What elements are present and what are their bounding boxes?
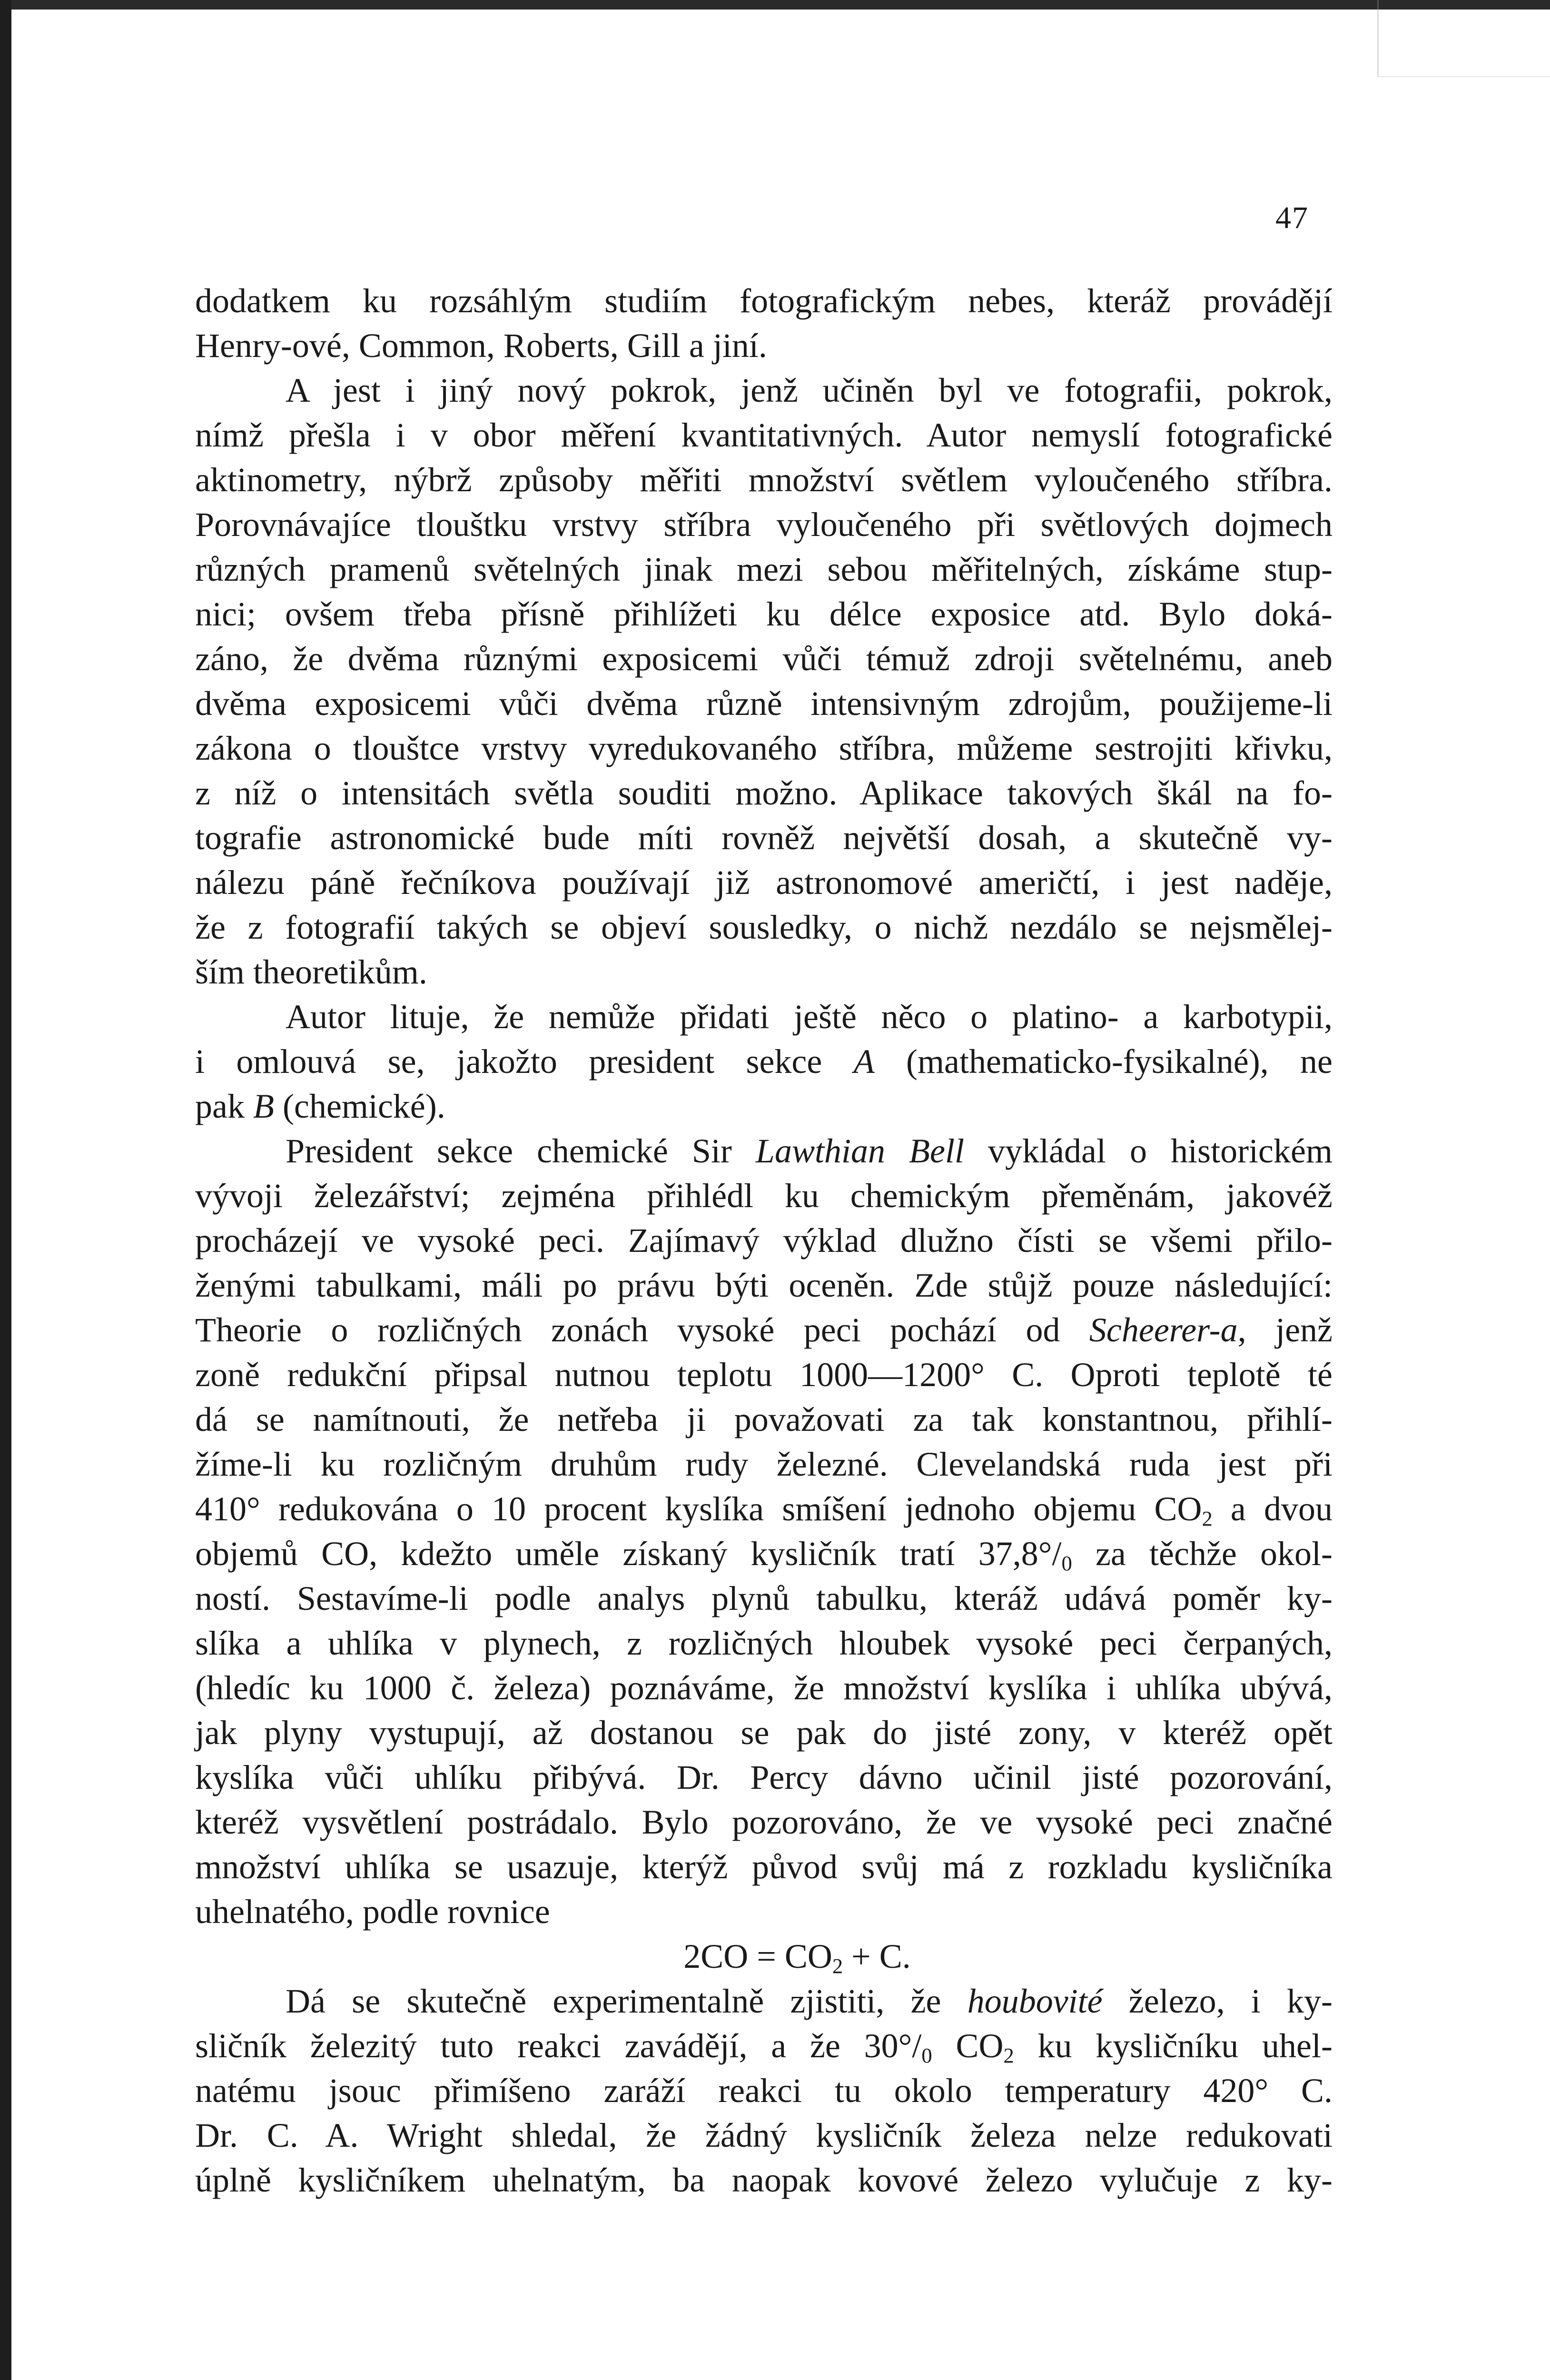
text-line: nici; ovšem třeba přísně přihlížeti ku délce exposice atd. Bylo doká- — [195, 595, 1333, 633]
text-line: slíka a uhlíka v plynech, z rozličných hloubek vysoké peci čerpaných, — [195, 1624, 1333, 1662]
text-line: ženými tabulkami, máli po právu býti oceněn. Zde stůjž pouze následující: — [195, 1266, 1333, 1304]
text-line: Dá se skutečně experimentalně zjistiti, že houbovité železo, i ky- — [286, 1982, 1333, 2020]
text-line: A jest i jiný nový pokrok, jenž učiněn byl ve fotografii, pokrok, — [286, 371, 1333, 409]
body-text — [195, 278, 1333, 2202]
text-line: 410° redukována o 10 procent kyslíka smíšení jednoho objemu $CO_2$ a dvou — [195, 1490, 1333, 1531]
text-line: úplně kysličníkem uhelnatým, ba naopak kovové železo vylučuje z ky- — [195, 2161, 1333, 2199]
scan-frame-left — [0, 0, 11, 2380]
text-line: kyslíka vůči uhlíku přibývá. Dr. Percy dávno učinil jisté pozorování, — [195, 1758, 1333, 1796]
text-line: že z fotografií takých se objeví sousledky, o nichž nezdálo se nejsmělej- — [195, 908, 1333, 946]
text-line: aktinometry, nýbrž způsoby měřiti množství světlem vyloučeného stříbra. — [195, 461, 1333, 499]
text-line: procházejí ve vysoké peci. Zajímavý výklad dlužno čísti se všemi přilo- — [195, 1221, 1333, 1259]
text-line: zákona o tlouštce vrstvy vyredukovaného stříbra, můžeme sestrojiti křivku, — [195, 729, 1333, 767]
text-line: množství uhlíka se usazuje, kterýž původ svůj má z rozkladu kysličníka — [195, 1848, 1333, 1886]
text-line: z níž o intensitách světla souditi možno. Aplikace takových škál na fo- — [195, 774, 1333, 812]
text-line: Henry-ové, Common, Roberts, Gill a jiní. — [195, 327, 767, 365]
text-line: Autor lituje, že nemůže přidati ještě něco o platino- a karbotypii, — [286, 998, 1333, 1036]
text-line: Porovnávajíce tlouštku vrstvy stříbra vyloučeného při světlových dojmech — [195, 506, 1333, 544]
text-line: dodatkem ku rozsáhlým studiím fotografickým nebes, kteráž provádějí — [195, 282, 1333, 320]
chemical-equation: $2CO = CO_2 + C$. — [683, 1937, 911, 1978]
text-line: uhelnatého, podle rovnice — [195, 1893, 550, 1931]
text-line: vývoji železářství; zejména přihlédl ku chemickým přeměnám, jakovéž — [195, 1177, 1333, 1215]
text-line: ším theoretikům. — [195, 953, 427, 991]
text-line: pak B (chemické). — [195, 1087, 445, 1125]
scan-frame-corner — [1377, 0, 1550, 77]
text-line: dvěma exposicemi vůči dvěma různě intensivným zdrojům, použijeme-li — [195, 684, 1333, 723]
text-line: záno, že dvěma různými exposicemi vůči témuž zdroji světelnému, aneb — [195, 640, 1333, 678]
text-line: zoně redukční připsal nutnou teplotu 1000—1200° C. Oproti teplotě té — [195, 1356, 1333, 1394]
text-line: dá se namítnouti, že netřeba ji považovati za tak konstantnou, přihlí- — [195, 1400, 1333, 1438]
text-line: Theorie o rozličných zonách vysoké peci pochází od Scheerer-a, jenž — [195, 1311, 1333, 1349]
text-line: (hledíc ku 1000 č. železa) poznáváme, že množství kyslíka i uhlíka ubývá, — [195, 1669, 1333, 1707]
text-line: kteréž vysvětlení postrádalo. Bylo pozorováno, že ve vysoké peci značné — [195, 1803, 1333, 1841]
scan-frame-top — [0, 0, 1550, 10]
text-line: různých pramenů světelných jinak mezi sebou měřitelných, získáme stup- — [195, 550, 1333, 588]
page-number: 47 — [1275, 200, 1309, 235]
text-line: jak plyny vystupují, až dostanou se pak do jisté zony, v kteréž opět — [195, 1714, 1333, 1752]
text-line: žíme-li ku rozličným druhům rudy železné. Clevelandská ruda jest při — [195, 1445, 1333, 1483]
text-line: sličník železitý tuto reakci zavádějí, a že $30^\circ/_0$ $CO_2$ ku kysličníku uhel- — [195, 2027, 1333, 2068]
text-line: tografie astronomické bude míti rovněž největší dosah, a skutečně vy- — [195, 819, 1333, 857]
text-line: i omlouvá se, jakožto president sekce A (mathematicko-fysikalné), ne — [195, 1042, 1333, 1081]
text-line: ností. Sestavíme-li podle analys plynů tabulku, kteráž udává poměr ky- — [195, 1579, 1333, 1617]
text-line: President sekce chemické Sir Lawthian Bell vykládal o historickém — [286, 1132, 1333, 1170]
text-line: Dr. C. A. Wright shledal, že žádný kysličník železa nelze redukovati — [195, 2116, 1333, 2154]
text-line: natému jsouc přimíšeno zaráží reakci tu okolo temperatury 420° C. — [195, 2072, 1333, 2110]
text-line: objemů CO, kdežto uměle získaný kysličník tratí $37,8^\circ/_0$ za těchže okol- — [195, 1535, 1333, 1576]
text-line: nálezu páně řečníkova používají již astronomové američtí, i jest naděje, — [195, 863, 1333, 902]
text-line: nímž přešla i v obor měření kvantitativných. Autor nemyslí fotografické — [195, 416, 1333, 454]
